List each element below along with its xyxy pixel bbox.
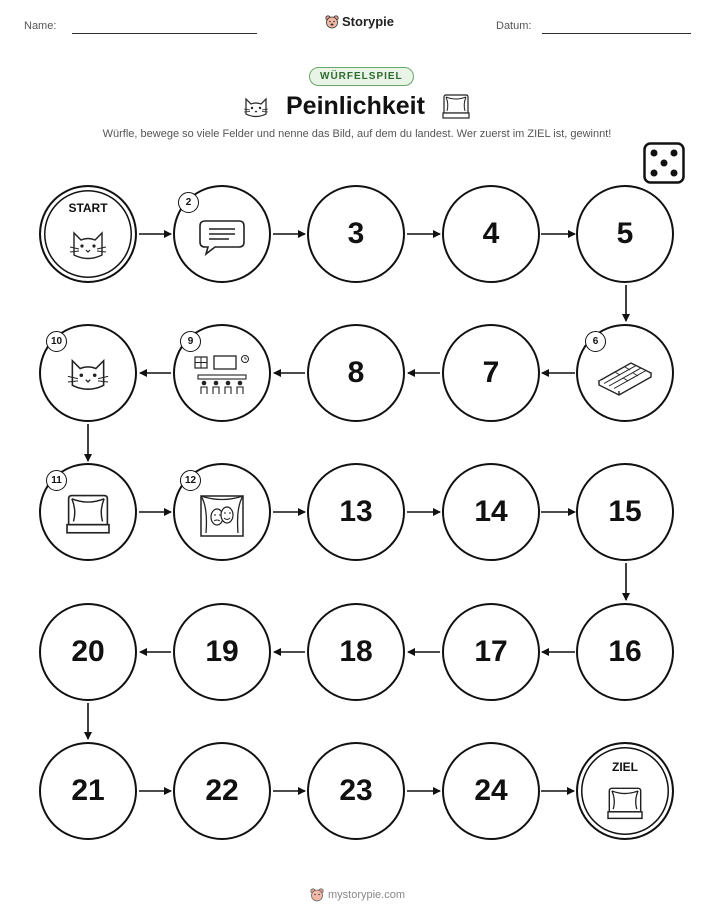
goal-cell[interactable] (576, 742, 674, 840)
cell-10-number: 10 (46, 331, 67, 352)
cell-2-number: 2 (178, 192, 199, 213)
cell-9-number: 9 (180, 331, 201, 352)
cell-7-number: 7 (482, 356, 500, 389)
cell-8-number: 8 (347, 356, 365, 389)
stage-icon (63, 494, 113, 536)
cell-15-number: 15 (608, 495, 642, 528)
instructions: Würfle, bewege so viele Felder und nenne das Bild, auf dem du landest. Wer zuerst im ZIEL ist, gewinnt! (102, 128, 612, 140)
cell-13-number: 13 (339, 495, 373, 528)
stage-icon (605, 787, 645, 821)
cell-23-number: 23 (339, 774, 373, 807)
cell-20-number: 20 (71, 635, 105, 668)
game-type-badge: WÜRFELSPIEL (309, 67, 414, 86)
cell-8[interactable] (307, 324, 405, 422)
footer (310, 888, 405, 902)
cell-18-number: 18 (339, 635, 373, 668)
cell-24[interactable] (442, 742, 540, 840)
cell-23[interactable] (307, 742, 405, 840)
wooden-floor-icon (595, 359, 655, 393)
cell-14[interactable] (442, 463, 540, 561)
cell-3-number: 3 (347, 217, 365, 250)
cell-7[interactable] (442, 324, 540, 422)
goal-label: ZIEL (612, 760, 638, 774)
storypie-bear-icon (310, 888, 324, 902)
cell-4-number: 4 (482, 217, 500, 250)
page-title: Peinlichkeit (286, 92, 425, 120)
cell-12-number: 12 (180, 470, 201, 491)
cell-24-number: 24 (474, 774, 508, 807)
cell-19[interactable] (173, 603, 271, 701)
footer-url[interactable]: mystorypie.com (328, 889, 406, 901)
cell-22[interactable] (173, 742, 271, 840)
speech-bubble-icon (197, 217, 247, 257)
cell-4[interactable] (442, 185, 540, 283)
name-label: Name: (24, 20, 57, 32)
cell-17[interactable] (442, 603, 540, 701)
cell-19-number: 19 (205, 635, 239, 668)
cell-5[interactable] (576, 185, 674, 283)
cell-17-number: 17 (474, 635, 508, 668)
date-label: Datum: (496, 20, 532, 32)
cell-21-number: 21 (71, 774, 105, 807)
cell-13[interactable] (307, 463, 405, 561)
start-label: START (68, 201, 108, 215)
cell-6-number: 6 (585, 331, 606, 352)
cell-11-number: 11 (46, 470, 67, 491)
cell-18[interactable] (307, 603, 405, 701)
cell-20[interactable] (39, 603, 137, 701)
brand-name: Storypie (342, 14, 395, 29)
cell-22-number: 22 (205, 774, 239, 807)
cell-14-number: 14 (474, 495, 508, 528)
cat-icon (65, 354, 111, 392)
cell-16[interactable] (576, 603, 674, 701)
cell-16-number: 16 (608, 635, 642, 668)
cell-21[interactable] (39, 742, 137, 840)
cat-icon (68, 227, 108, 261)
classroom-icon (192, 353, 252, 397)
cell-15[interactable] (576, 463, 674, 561)
start-cell[interactable] (39, 185, 137, 283)
theater-masks-icon (198, 493, 246, 539)
cell-5-number: 5 (616, 217, 634, 250)
cell-3[interactable] (307, 185, 405, 283)
